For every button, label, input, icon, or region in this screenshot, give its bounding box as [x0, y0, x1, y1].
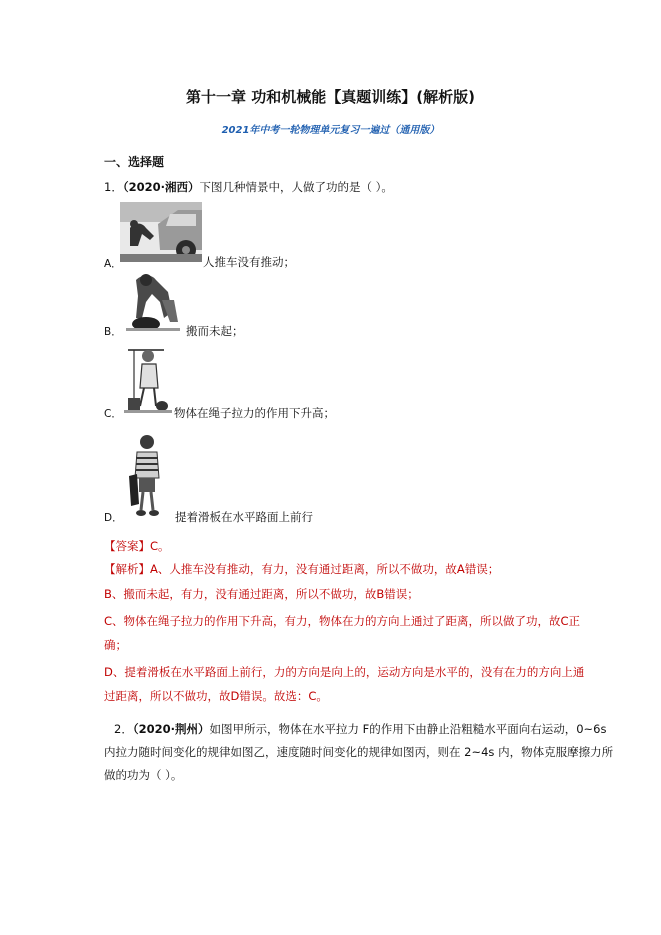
option-b-image — [122, 272, 184, 334]
question-2 — [104, 718, 614, 787]
question-1-stem — [104, 179, 393, 195]
answer: 【答案】C。 — [104, 539, 170, 553]
analysis-line: 【解析】A、人推车没有推动，有力，没有通过距离，所以不做功，故A错误； — [104, 562, 500, 576]
question-2-line: 做的功为（ ）。 — [104, 768, 183, 782]
option-c-image — [124, 344, 172, 414]
option-c-letter: C． — [104, 408, 122, 420]
option-d-text: 提着滑板在水平路面上前行 — [175, 510, 313, 524]
subtitle: 2021年中考一轮物理单元复习一遍过（通用版） — [221, 125, 440, 136]
analysis-line: C、物体在绳子拉力的作用下升高，有力，物体在力的方向上通过了距离，所以做了功，故C正 — [104, 614, 581, 628]
option-a-letter: A． — [104, 258, 122, 270]
option-b-letter: B． — [104, 326, 122, 338]
analysis-line: D、提着滑板在水平路面上前行，力的方向是向上的，运动方向是水平的，没有在力的方向上通 — [104, 665, 585, 679]
question-source: （2020·荆州） — [132, 722, 210, 736]
question-2-line: 内拉力随时间变化的规律如图乙，速度随时间变化的规律如图丙，则在 2~4s 内，物体克服摩擦力所 — [104, 745, 614, 759]
option-a-text: 人推车没有推动； — [203, 255, 295, 269]
option-b-text: 搬而未起； — [186, 324, 244, 338]
question-2-line — [104, 718, 607, 741]
question-source: （2020·湘西） — [122, 180, 200, 194]
question-number: 2． — [114, 722, 133, 736]
option-d-letter: D． — [104, 512, 123, 524]
option-c-text: 物体在绳子拉力的作用下升高； — [174, 406, 335, 420]
page-title: 第十一章 功和机械能【真题训练】(解析版) — [186, 88, 475, 106]
question-text: 下图几种情景中，人做了功的是（ ）。 — [199, 180, 393, 194]
analysis-line: B、搬而未起，有力，没有通过距离，所以不做功，故B错误； — [104, 587, 419, 601]
question-number: 1． — [104, 180, 123, 194]
analysis-line: 确； — [104, 638, 127, 652]
section-heading: 一、选择题 — [104, 155, 165, 169]
analysis-line: 过距离，所以不做功，故D错误。故选：C。 — [104, 689, 328, 703]
option-d-image — [127, 434, 167, 518]
option-a-image — [120, 202, 202, 262]
question-text: 如图甲所示，物体在水平拉力 F的作用下由静止沿粗糙水平面向右运动，0~6s — [209, 722, 607, 736]
